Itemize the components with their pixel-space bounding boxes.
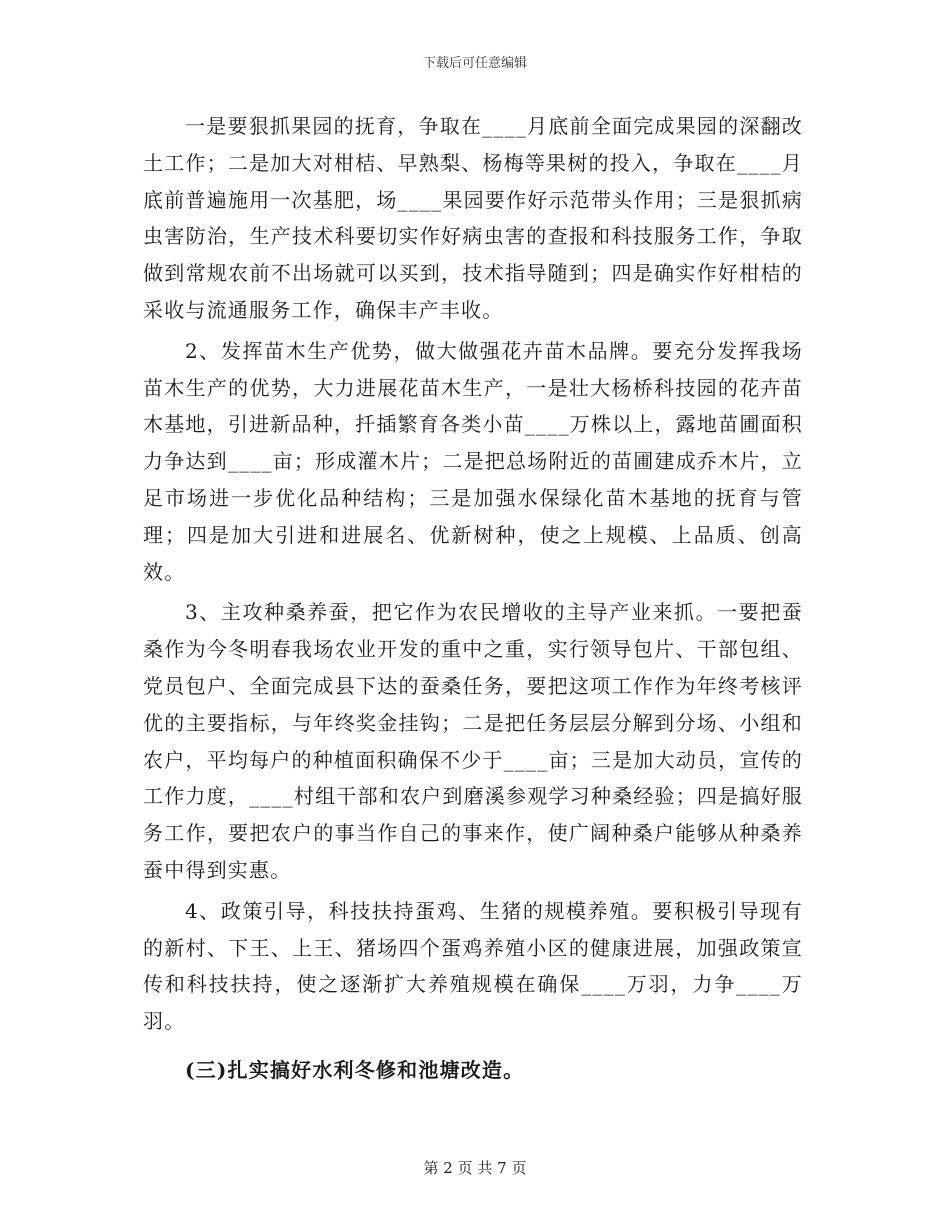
paragraph-nursery: 2、发挥苗木生产优势，做大做强花卉苗木品牌。要充分发挥我场苗木生产的优势，大力进展花苗木生产，一是壮大杨桥科技园的花卉苗木基地，引进新品种，扦插繁育各类小苗____万株以上，露地苗圃面积力争达到____亩；形成灌木片；二是把总场附近的苗圃建成乔木片，立足市场进一步优化品种结构；三是加强水保绿化苗木基地的抚育与管理；四是加大引进和进展名、优新树种，使之上规模、上品质、创高效。 (143, 338, 803, 584)
paragraph-orchard: 一是要狠抓果园的抚育，争取在____月底前全面完成果园的深翻改土工作；二是加大对柑桔、早熟梨、杨梅等果树的投入，争取在____月底前普遍施用一次基肥，场____果园要作好示范带头作用；三是狠抓病虫害防治，生产技术科要切实作好病虫害的查报和科技服务工作，争取做到常规农前不出场就可以买到，技术指导随到；四是确实作好柑桔的采收与流通服务工作，确保丰产丰收。 (143, 114, 803, 322)
paragraph-sericulture: 3、主攻种桑养蚕，把它作为农民增收的主导产业来抓。一要把蚕桑作为今冬明春我场农业开发的重中之重，实行领导包片、干部包组、党员包户、全面完成县下达的蚕桑任务，要把这项工作作为年终考核评优的主要指标，与年终奖金挂钩；二是把任务层层分解到分场、小组和农户，平均每户的种植面积确保不少于____亩；三是加大动员，宣传的工作力度，____村组干部和农户到磨溪参观学习种桑经验；四是搞好服务工作，要把农户的事当作自己的事来作，使广阔种桑户能够从种桑养蚕中得到实惠。 (143, 600, 803, 882)
page-footer: 第 2 页 共 7 页 (423, 1159, 527, 1177)
section-heading: (三)扎实搞好水利冬修和池塘改造。 (185, 1057, 525, 1082)
paragraph-livestock: 4、政策引导，科技扶持蛋鸡、生猪的规模养殖。要积极引导现有的新村、下王、上王、猪场四个蛋鸡养殖小区的健康进展，加强政策宣传和科技扶持，使之逐渐扩大养殖规模在确保____万羽，力争____万羽。 (143, 898, 803, 1034)
document-body (143, 108, 803, 1089)
page-header: 下载后可任意编辑 (422, 56, 527, 71)
